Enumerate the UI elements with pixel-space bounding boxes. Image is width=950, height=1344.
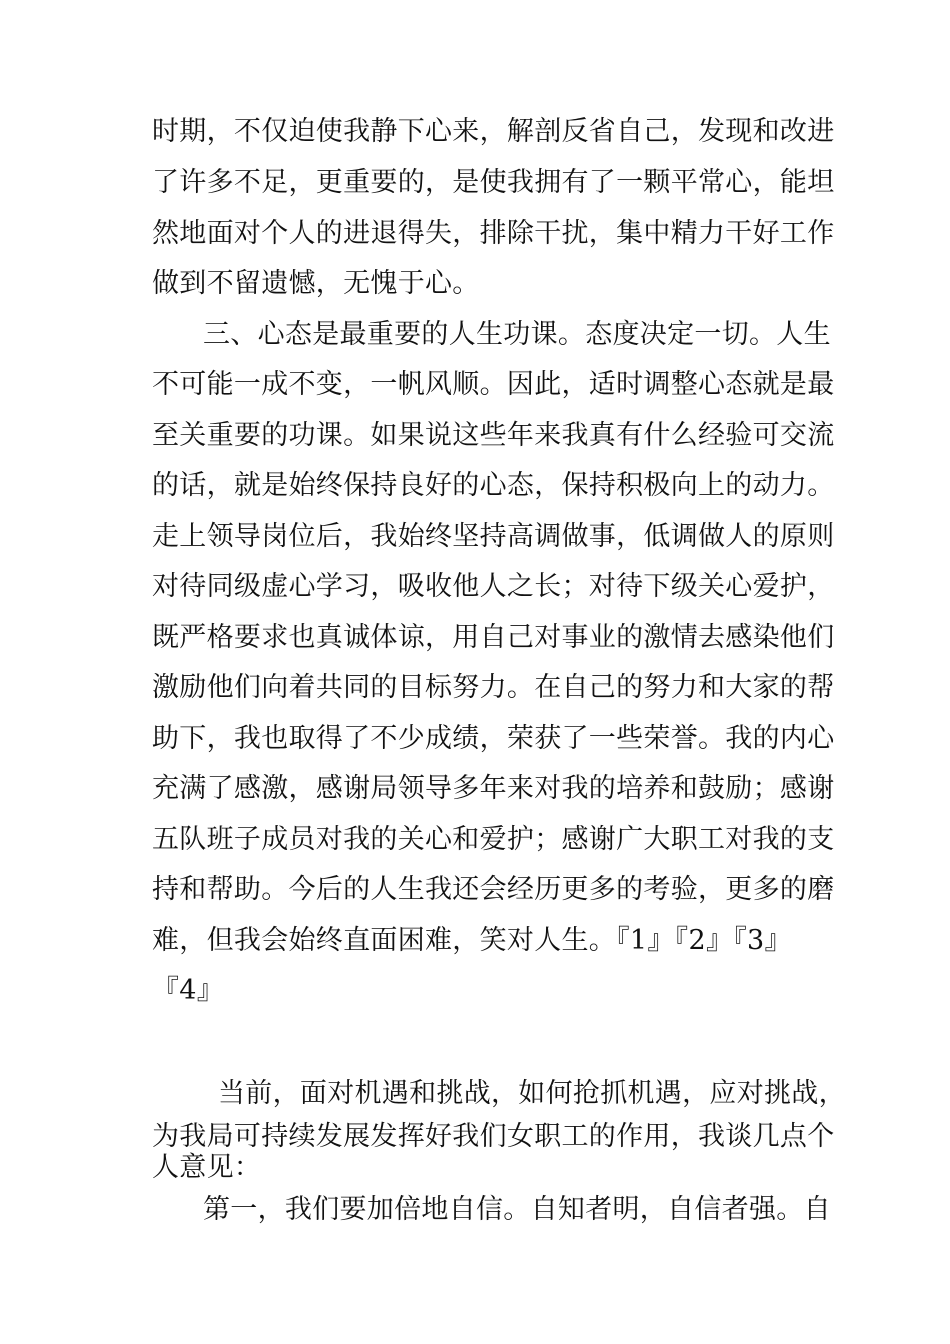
text-line: 难，但我会始终直面困难，笑对人生。『1』『2』『3』 xyxy=(152,925,792,956)
text-line: 既严格要求也真诚体谅，用自己对事业的激情去感染他们 xyxy=(152,622,835,653)
text-line: 了许多不足，更重要的，是使我拥有了一颗平常心，能坦 xyxy=(152,167,835,198)
text-line: 五队班子成员对我的关心和爱护；感谢广大职工对我的支 xyxy=(152,824,835,855)
text-line: 持和帮助。今后的人生我还会经历更多的考验，更多的磨 xyxy=(152,874,835,905)
text-line: 的话，就是始终保持良好的心态，保持积极向上的动力。 xyxy=(152,470,835,501)
text-line: 时期，不仅迫使我静下心来，解剖反省自己，发现和改进 xyxy=(152,116,835,147)
text-line: 为我局可持续发展发挥好我们女职工的作用，我谈几点个 xyxy=(152,1121,835,1152)
text-line: 走上领导岗位后，我始终坚持高调做事，低调做人的原则 xyxy=(152,521,835,552)
text-line: 对待同级虚心学习，吸收他人之长；对待下级关心爱护， xyxy=(152,571,835,602)
text-line: 人意见： xyxy=(152,1152,262,1183)
paragraph-start-line: 第一，我们要加倍地自信。自知者明，自信者强。自 xyxy=(203,1194,831,1225)
text-line: 激励他们向着共同的目标努力。在自己的努力和大家的帮 xyxy=(152,672,835,703)
text-line: 充满了感激，感谢局领导多年来对我的培养和鼓励；感谢 xyxy=(152,773,835,804)
text-line: 然地面对个人的进退得失，排除干扰，集中精力干好工作 xyxy=(152,218,835,249)
text-line: 至关重要的功课。如果说这些年来我真有什么经验可交流 xyxy=(152,420,835,451)
paragraph-heading-line: 三、心态是最重要的人生功课。态度决定一切。人生 xyxy=(203,319,831,350)
paragraph-start-line: 当前，面对机遇和挑战，如何抢抓机遇，应对挑战， xyxy=(218,1078,846,1109)
text-line: 助下，我也取得了不少成绩，荣获了一些荣誉。我的内心 xyxy=(152,723,835,754)
text-line: 『4』 xyxy=(152,975,225,1006)
text-line: 做到不留遗憾，无愧于心。 xyxy=(152,268,480,299)
text-line: 不可能一成不变，一帆风顺。因此，适时调整心态就是最 xyxy=(152,369,835,400)
